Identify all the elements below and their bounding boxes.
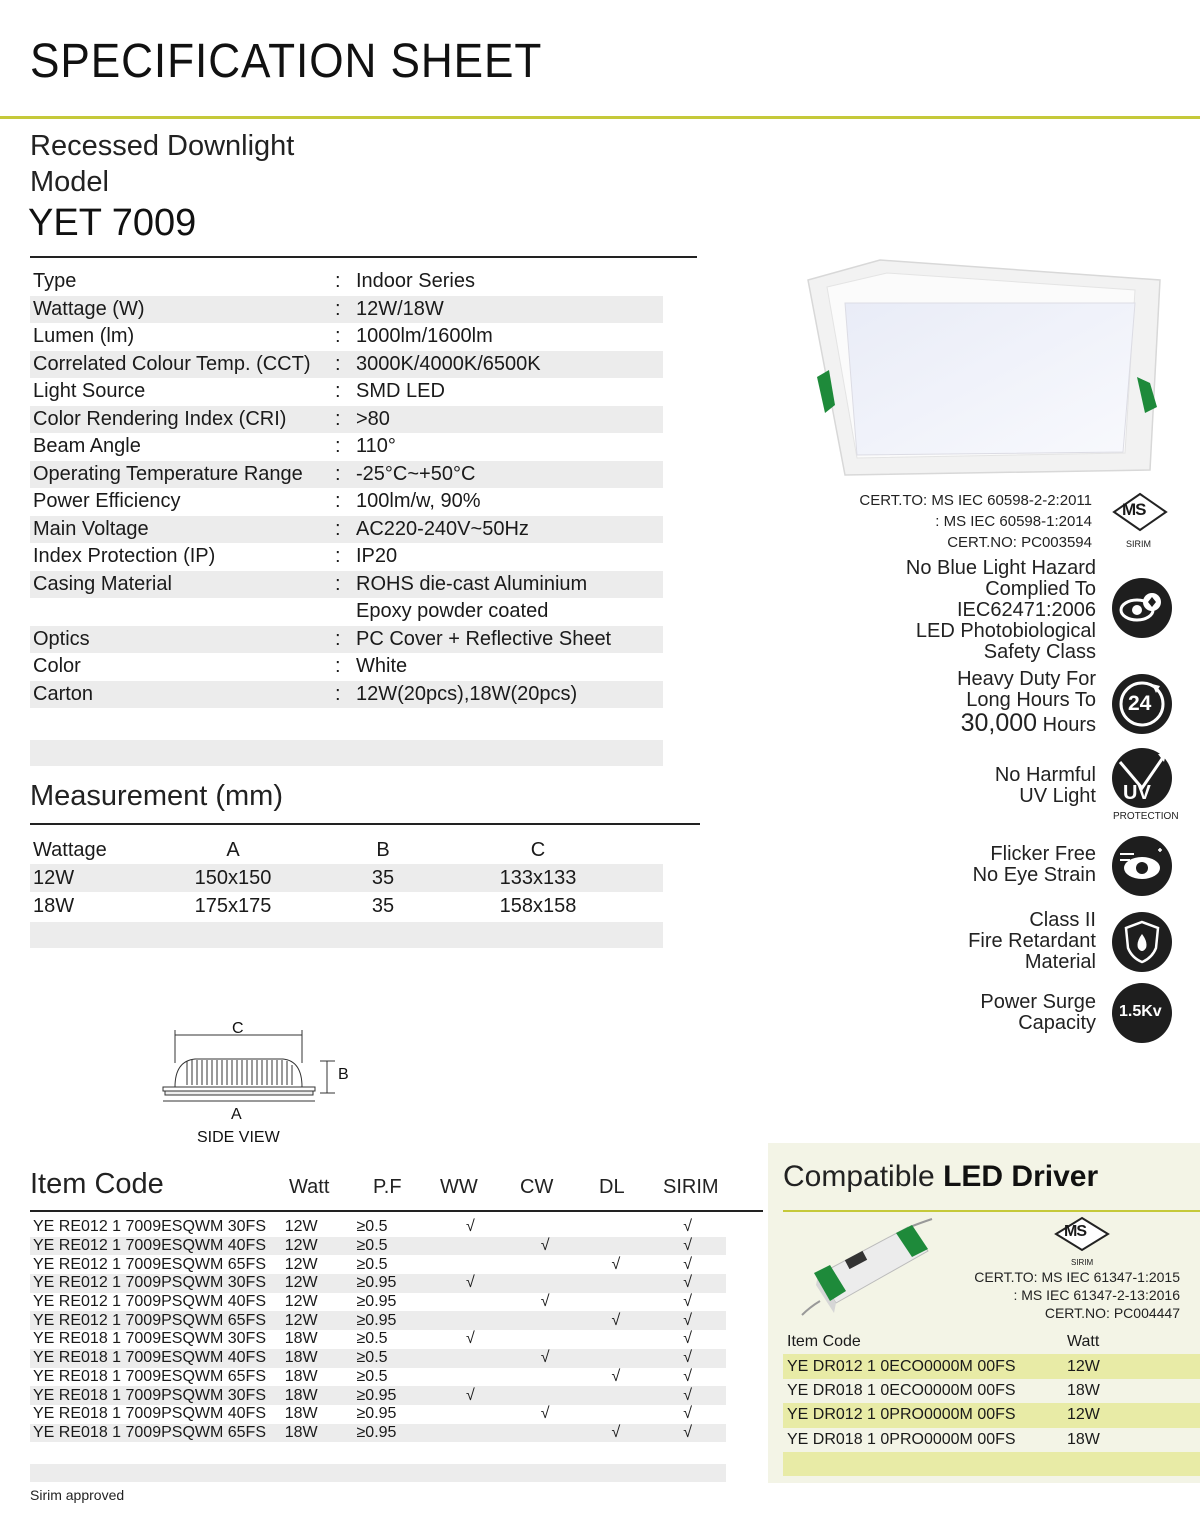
spec-label: Main Voltage (33, 517, 149, 540)
spec-label: Power Efficiency (33, 490, 181, 513)
measurement-cell: 133x133 (499, 866, 577, 889)
sirim-caption: SIRIM (1126, 539, 1152, 549)
feature-line: Material (1024, 951, 1096, 973)
item-row (30, 1386, 726, 1405)
item-code: YE RE018 1 7009ESQWM 65FS (33, 1367, 266, 1385)
measurement-cell: 12W (33, 866, 75, 889)
spec-row (30, 406, 663, 434)
spec-colon: : (335, 627, 341, 650)
item-watt: 18W (284, 1423, 318, 1441)
feature-fire-retardant (968, 910, 1096, 973)
spec-label: Lumen (lm) (33, 325, 135, 348)
side-view-diagram (155, 1015, 355, 1150)
item-pf: ≥0.95 (356, 1274, 397, 1292)
item-cw: √ (540, 1293, 550, 1311)
spec-label: Carton (33, 682, 94, 705)
uv-badge-text: UV (1123, 782, 1151, 804)
item-watt: 12W (284, 1274, 318, 1292)
measurement-row (30, 864, 663, 892)
spec-label: Light Source (33, 380, 146, 403)
spec-row (30, 653, 663, 681)
feature-line: No Blue Light Hazard (905, 557, 1096, 579)
item-code: YE RE018 1 7009PSQWM 30FS (33, 1386, 266, 1404)
driver-ms-logo-text: MS (1064, 1223, 1086, 1240)
eye-thumbs-up-icon (1112, 578, 1172, 638)
spec-label: Operating Temperature Range (33, 462, 303, 485)
24-hour-icon (1112, 674, 1172, 734)
driver-row (783, 1403, 1200, 1427)
feature-line: Heavy Duty For (957, 668, 1096, 690)
driver-header-watt: Watt (1067, 1333, 1100, 1351)
spec-value: IP20 (356, 545, 398, 568)
item-dl: √ (611, 1311, 621, 1329)
spec-colon: : (335, 517, 341, 540)
item-watt: 18W (284, 1330, 318, 1348)
item-code: YE RE012 1 7009ESQWM 30FS (33, 1218, 266, 1236)
spec-value: 3000K/4000K/6500K (356, 352, 541, 375)
driver-sirim-caption: SIRIM (1071, 1258, 1094, 1267)
item-watt: 18W (284, 1349, 318, 1367)
item-row (30, 1368, 726, 1387)
driver-title (783, 1160, 1098, 1194)
feature-heavy-duty (957, 669, 1096, 736)
feature-line: UV Light (1019, 785, 1096, 807)
feature-line: Flicker Free (990, 843, 1096, 865)
item-row (30, 1293, 726, 1312)
item-sirim: √ (683, 1367, 693, 1385)
measurement-header: Wattage (33, 838, 107, 861)
spec-value: ROHS die-cast Aluminium (356, 572, 588, 595)
item-col-cw: CW (520, 1176, 554, 1198)
driver-image (800, 1215, 940, 1325)
driver-ms-logo (1052, 1216, 1112, 1271)
spec-label: Type (33, 270, 77, 293)
spec-value: -25°C~+50°C (356, 462, 476, 485)
driver-item-code: YE DR018 1 0ECO0000M 00FS (787, 1381, 1016, 1399)
driver-title-bold: LED Driver (943, 1160, 1099, 1193)
spec-value: White (356, 655, 408, 678)
item-watt: 12W (284, 1255, 318, 1273)
header-divider (0, 116, 1200, 119)
item-code: YE RE018 1 7009PSQWM 40FS (33, 1405, 266, 1423)
item-dl: √ (611, 1423, 621, 1441)
driver-row (783, 1354, 1200, 1378)
driver-title-plain: Compatible (783, 1160, 944, 1193)
spec-value: 12W(20pcs),18W(20pcs) (356, 682, 578, 705)
item-code: YE RE012 1 7009PSQWM 40FS (33, 1293, 266, 1311)
driver-certification-text (940, 1268, 1180, 1322)
spec-row (30, 516, 663, 544)
cert-line: CERT.NO: PC003594 (947, 534, 1092, 551)
spec-row (30, 543, 663, 571)
model-label: Model (30, 166, 109, 198)
item-sirim: √ (683, 1293, 693, 1311)
surge-badge-text: 1.5Kv (1119, 1003, 1162, 1020)
item-sirim: √ (683, 1349, 693, 1367)
spec-row (30, 323, 663, 351)
item-cw: √ (540, 1405, 550, 1423)
uv-caption: PROTECTION (1113, 811, 1179, 822)
feature-power-surge (980, 992, 1096, 1034)
item-code: YE RE018 1 7009ESQWM 40FS (33, 1349, 266, 1367)
uv-protection-icon (1112, 748, 1172, 808)
feature-hours-value: 30,000 (960, 709, 1038, 737)
spec-label: Color Rendering Index (CRI) (33, 407, 287, 430)
item-pf: ≥0.5 (356, 1255, 388, 1273)
item-code: YE RE012 1 7009PSQWM 30FS (33, 1274, 266, 1292)
product-image (805, 255, 1165, 480)
spec-row (30, 433, 663, 461)
spec-value: Indoor Series (356, 270, 475, 293)
driver-watt: 18W (1067, 1381, 1100, 1399)
item-row (30, 1311, 726, 1330)
item-pf: ≥0.5 (356, 1330, 388, 1348)
driver-cert-line: CERT.TO: MS IEC 61347-1:2015 (974, 1269, 1180, 1285)
spec-value: Epoxy powder coated (356, 600, 549, 623)
spec-colon: : (335, 407, 341, 430)
spec-colon: : (335, 655, 341, 678)
item-watt: 18W (284, 1367, 318, 1385)
item-watt: 12W (284, 1311, 318, 1329)
ms-sirim-logo (1110, 492, 1170, 552)
spec-label: Index Protection (IP) (33, 545, 216, 568)
item-sirim: √ (683, 1255, 693, 1273)
item-col-watt: Watt (289, 1176, 330, 1198)
item-dl: √ (611, 1367, 621, 1385)
item-sirim: √ (683, 1386, 693, 1404)
spec-row (30, 626, 663, 654)
item-sirim: √ (683, 1237, 693, 1255)
side-view-caption: SIDE VIEW (197, 1129, 280, 1146)
spec-colon: : (335, 435, 341, 458)
dimension-c-label: C (232, 1020, 244, 1037)
item-pf: ≥0.95 (356, 1423, 397, 1441)
spec-label: Wattage (W) (33, 297, 145, 320)
measurement-cell: 150x150 (194, 866, 272, 889)
item-cw: √ (540, 1237, 550, 1255)
item-row (30, 1237, 726, 1256)
certification-text (800, 490, 1092, 553)
item-code-divider (30, 1210, 763, 1212)
driver-cert-line: : MS IEC 61347-2-13:2016 (1013, 1287, 1180, 1303)
driver-header-row (783, 1330, 1200, 1354)
feature-line: Safety Class (983, 641, 1096, 663)
spec-colon: : (335, 352, 341, 375)
item-sirim: √ (683, 1405, 693, 1423)
item-code: YE RE012 1 7009ESQWM 65FS (33, 1255, 266, 1273)
spec-value: AC220-240V~50Hz (356, 517, 529, 540)
item-row (30, 1218, 726, 1237)
spec-row (30, 461, 663, 489)
spec-colon: : (335, 380, 341, 403)
measurement-header: A (226, 838, 240, 861)
item-ww: √ (466, 1274, 475, 1292)
item-dl: √ (611, 1255, 621, 1273)
item-sirim: √ (683, 1311, 693, 1329)
feature-line: LED Photobiological (915, 620, 1096, 642)
driver-table (783, 1330, 1200, 1476)
ms-logo-text: MS (1122, 500, 1146, 519)
feature-line: No Harmful (994, 764, 1096, 786)
spec-label: Color (33, 655, 81, 678)
driver-watt: 12W (1067, 1406, 1100, 1424)
item-col-sirim: SIRIM (663, 1176, 719, 1198)
measurement-cell: 35 (371, 866, 395, 889)
item-col-pf: P.F (373, 1176, 402, 1198)
driver-item-code: YE DR018 1 0PRO0000M 00FS (787, 1430, 1016, 1448)
measurement-cell: 18W (33, 894, 75, 917)
measurement-title: Measurement (mm) (30, 780, 283, 812)
spec-label: Casing Material (33, 572, 172, 595)
dimension-b-label: B (338, 1066, 349, 1083)
spec-colon: : (335, 270, 341, 293)
spec-value: PC Cover + Reflective Sheet (356, 627, 612, 650)
spec-colon: : (335, 572, 341, 595)
item-footer-bar (30, 1464, 726, 1482)
model-number: YET 7009 (28, 202, 197, 244)
feature-line: IEC62471:2006 (956, 599, 1096, 621)
spec-value: >80 (356, 407, 390, 430)
surge-icon (1112, 983, 1172, 1043)
24-badge-text: 24 (1128, 692, 1152, 715)
item-row (30, 1274, 726, 1293)
driver-item-code: YE DR012 1 0ECO0000M 00FS (787, 1357, 1016, 1375)
item-pf: ≥0.95 (356, 1386, 397, 1404)
item-row (30, 1405, 726, 1424)
item-sirim: √ (683, 1330, 693, 1348)
item-ww: √ (466, 1218, 475, 1236)
measurement-header: C (530, 838, 546, 861)
item-row (30, 1424, 726, 1443)
spec-row (30, 681, 663, 709)
item-code: YE RE018 1 7009ESQWM 30FS (33, 1330, 266, 1348)
measurement-cell: 175x175 (194, 894, 272, 917)
item-code: YE RE012 1 7009ESQWM 40FS (33, 1237, 266, 1255)
downlight-illustration (805, 255, 1165, 480)
flicker-free-icon (1112, 836, 1172, 896)
item-row (30, 1349, 726, 1368)
measurement-header: B (376, 838, 390, 861)
item-cw: √ (540, 1349, 550, 1367)
spec-colon: : (335, 297, 341, 320)
driver-watt: 18W (1067, 1430, 1100, 1448)
spec-row (30, 296, 663, 324)
spec-table (30, 268, 663, 708)
spec-colon: : (335, 325, 341, 348)
measurement-table (30, 836, 663, 920)
item-pf: ≥0.95 (356, 1293, 397, 1311)
driver-cert-line: CERT.NO: PC004447 (1044, 1305, 1180, 1321)
spec-row (30, 488, 663, 516)
item-pf: ≥0.5 (356, 1237, 388, 1255)
item-sirim: √ (683, 1274, 693, 1292)
product-subtitle: Recessed Downlight (30, 130, 295, 162)
fire-shield-icon (1112, 912, 1172, 972)
item-pf: ≥0.5 (356, 1349, 388, 1367)
item-watt: 12W (284, 1293, 318, 1311)
item-pf: ≥0.5 (356, 1367, 388, 1385)
feature-line: Long Hours To (966, 689, 1096, 711)
feature-line: Complied To (985, 578, 1096, 600)
item-sirim: √ (683, 1218, 693, 1236)
spec-row (30, 571, 663, 599)
spec-footer-bar (30, 740, 663, 766)
spec-colon: : (335, 462, 341, 485)
spec-colon: : (335, 490, 341, 513)
spec-label: Optics (33, 627, 90, 650)
feature-line: Power Surge (980, 991, 1096, 1013)
item-sirim: √ (683, 1423, 693, 1441)
item-ww: √ (466, 1386, 475, 1404)
driver-row (783, 1379, 1200, 1403)
spec-value: 110° (356, 435, 396, 458)
feature-blue-light (906, 558, 1096, 663)
item-pf: ≥0.5 (356, 1218, 388, 1236)
item-watt: 18W (284, 1405, 318, 1423)
led-driver-illustration (800, 1215, 940, 1325)
spec-value: 100lm/w, 90% (356, 490, 481, 513)
feature-no-uv (995, 765, 1096, 807)
driver-header-code: Item Code (787, 1333, 861, 1351)
spec-value: 1000lm/1600lm (356, 325, 493, 348)
feature-line: No Eye Strain (972, 864, 1096, 886)
spec-row (30, 351, 663, 379)
sirim-footnote: Sirim approved (30, 1487, 125, 1503)
spec-row (30, 598, 663, 626)
driver-watt: 12W (1067, 1357, 1100, 1375)
measurement-cell: 158x158 (499, 894, 577, 917)
cert-line: : MS IEC 60598-1:2014 (935, 513, 1092, 530)
measurement-cell: 35 (371, 894, 395, 917)
driver-footer-bar (783, 1452, 1200, 1476)
item-pf: ≥0.95 (356, 1405, 397, 1423)
item-row (30, 1255, 726, 1274)
feature-flicker-free (973, 844, 1096, 886)
feature-line: Class II (1029, 909, 1096, 931)
item-code: YE RE018 1 7009PSQWM 65FS (33, 1423, 266, 1441)
item-col-ww: WW (440, 1176, 478, 1198)
spec-value: 12W/18W (356, 297, 444, 320)
spec-colon: : (335, 545, 341, 568)
feature-line: Fire Retardant (968, 930, 1096, 952)
measurement-divider (30, 823, 700, 825)
driver-item-code: YE DR012 1 0PRO0000M 00FS (787, 1406, 1016, 1424)
spec-row (30, 268, 663, 296)
spec-divider (30, 256, 697, 258)
dimension-a-label: A (231, 1106, 242, 1123)
spec-value: SMD LED (356, 380, 445, 403)
feature-hours-line (957, 709, 1096, 737)
driver-row (783, 1428, 1200, 1452)
spec-label: Correlated Colour Temp. (CCT) (33, 352, 311, 375)
feature-hours-suffix: Hours (1037, 714, 1096, 736)
measurement-footer-bar (30, 922, 663, 948)
cert-line: CERT.TO: MS IEC 60598-2-2:2011 (859, 492, 1092, 509)
item-ww: √ (466, 1330, 475, 1348)
item-row (30, 1330, 726, 1349)
item-watt: 12W (284, 1218, 318, 1236)
item-pf: ≥0.95 (356, 1311, 397, 1329)
item-code: YE RE012 1 7009PSQWM 65FS (33, 1311, 266, 1329)
item-watt: 18W (284, 1386, 318, 1404)
page-title: SPECIFICATION SHEET (30, 35, 543, 88)
item-watt: 12W (284, 1237, 318, 1255)
measurement-header-row (30, 836, 663, 864)
item-code-table (30, 1218, 726, 1442)
feature-line: Capacity (1018, 1012, 1096, 1034)
spec-colon: : (335, 682, 341, 705)
item-code-title: Item Code (30, 1168, 164, 1200)
spec-row (30, 378, 663, 406)
measurement-row (30, 892, 663, 920)
item-col-dl: DL (599, 1176, 625, 1198)
driver-divider (783, 1210, 1200, 1212)
spec-label: Beam Angle (33, 435, 141, 458)
